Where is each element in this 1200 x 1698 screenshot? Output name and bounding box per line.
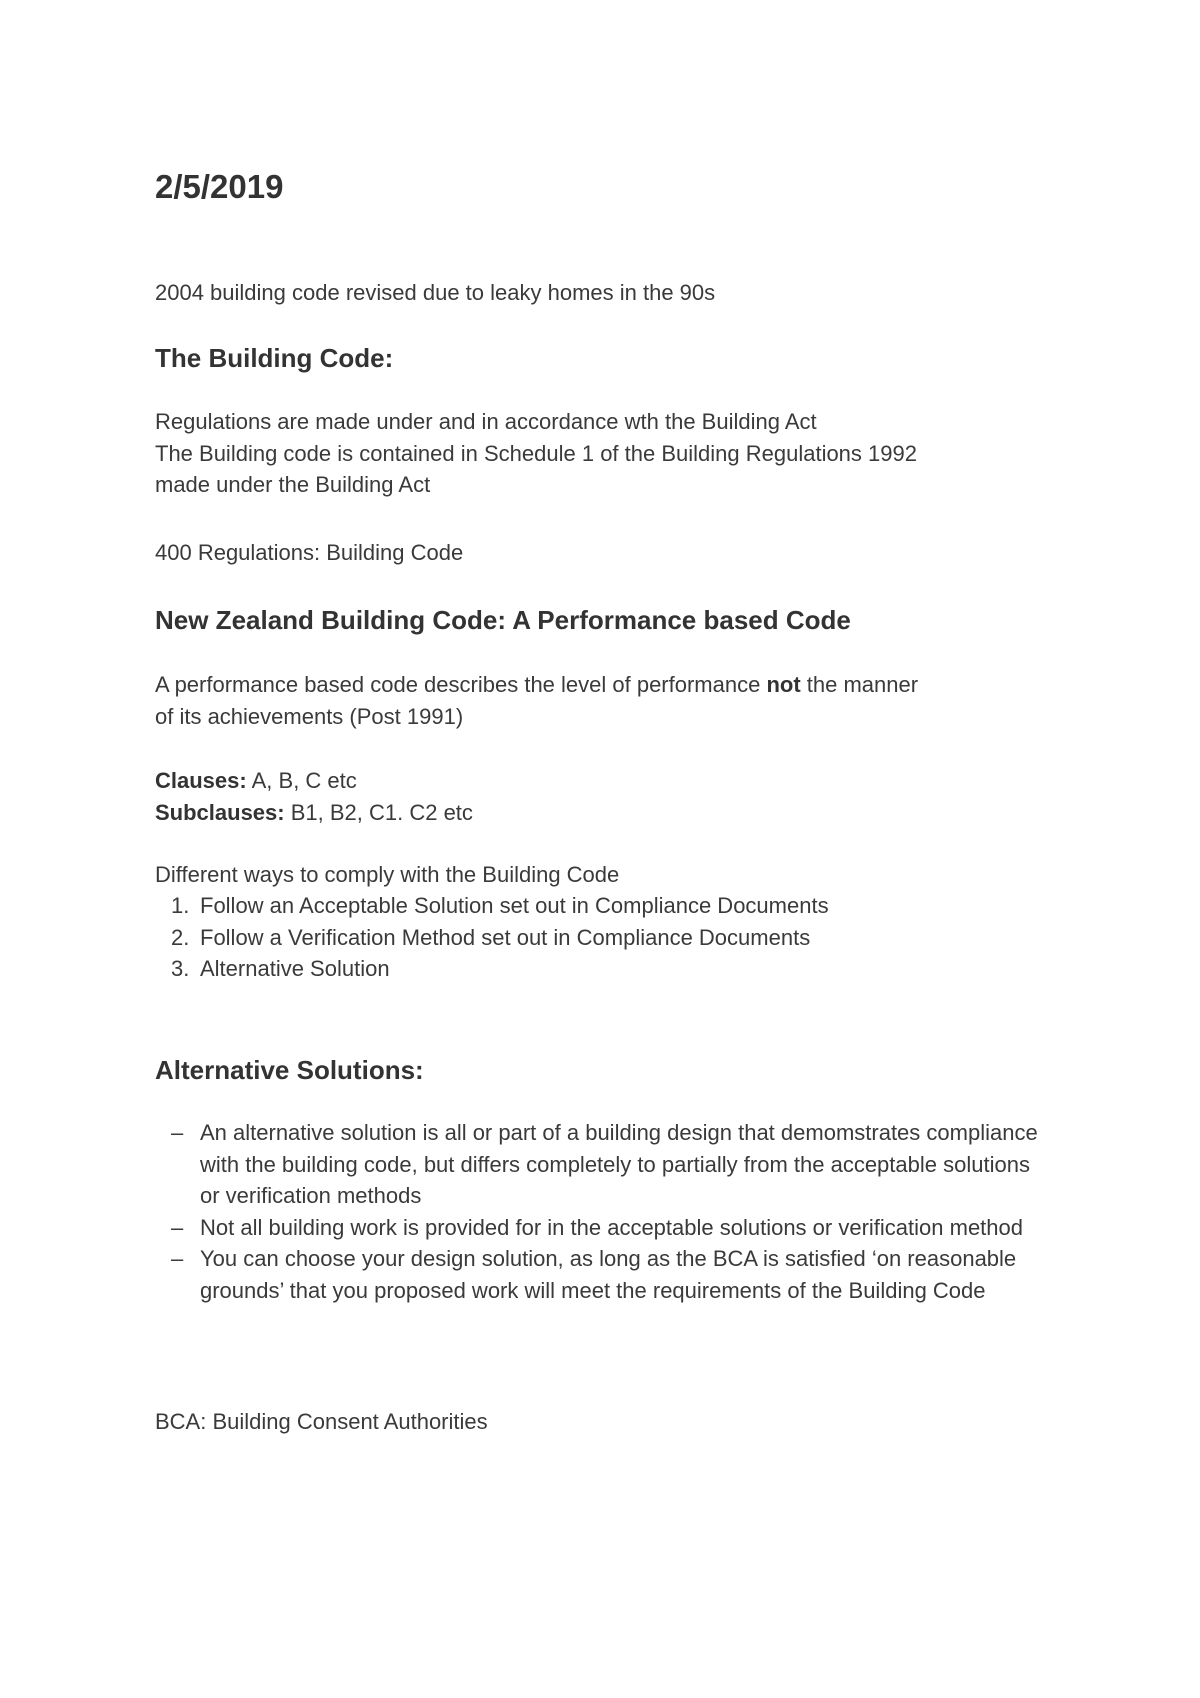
performance-text-c: the manner [800,672,919,697]
page-title: 2/5/2019 [155,168,284,205]
list-item-text: An alternative solution is all or part of a building design that demomstrates compliance with the building code, but differs completely to partially from the acceptable solutions or verification methods [200,1120,1038,1208]
list-item [155,1117,1055,1212]
regulations-count: 400 Regulations: Building Code [155,540,464,565]
performance-description [155,669,918,732]
list-item [155,890,829,922]
regulations-text [155,406,917,501]
list-item-number: 1. [171,893,190,918]
performance-text-d: of its achievements (Post 1991) [155,703,464,729]
list-item [155,953,829,985]
list-item-text: You can choose your design solution, as long as the BCA is satisfied ‘on reasonable grounds’ that you proposed work will meet the requirements of the Building Code [200,1246,1017,1303]
list-item [155,1243,1055,1306]
regulations-line-3: made under the Building Act [155,472,431,497]
clauses-value: A, B, C etc [246,768,357,793]
regulations-line-2: The Building code is contained in Schedule 1 of the Building Regulations 1992 [155,440,917,466]
comply-ways-intro: Different ways to comply with the Building Code [155,862,620,887]
intro-text: 2004 building code revised due to leaky homes in the 90s [155,280,716,305]
list-item-number: 2. [171,924,190,950]
clauses-label: Clauses: [155,768,247,793]
dash-bullet-icon: – [171,1214,184,1240]
dash-bullet-icon: – [171,1246,184,1271]
list-item-text: Not all building work is provided for in the acceptable solutions or verification method [200,1214,1023,1240]
list-item [155,922,829,954]
subclauses-label: Subclauses: [155,799,285,825]
performance-emphasis: not [766,672,801,697]
list-item-text: Follow an Acceptable Solution set out in Compliance Documents [200,893,829,918]
comply-ways-list [155,890,829,985]
subclauses-value: B1, B2, C1. C2 etc [284,799,473,825]
alternative-solutions-list [155,1117,1055,1306]
list-item [155,1212,1055,1244]
list-item-text: Follow a Verification Method set out in Compliance Documents [200,924,811,950]
regulations-line-1: Regulations are made under and in accordance wth the Building Act [155,409,817,434]
section-heading-alternative-solutions: Alternative Solutions: [155,1055,424,1085]
dash-bullet-icon: – [171,1120,184,1145]
list-item-text: Alternative Solution [200,956,390,981]
list-item-number: 3. [171,956,190,981]
section-heading-building-code: The Building Code: [155,343,394,373]
section-heading-performance-code: New Zealand Building Code: A Performance based Code [155,605,851,635]
clauses-block [155,765,473,828]
footer-note: BCA: Building Consent Authorities [155,1409,488,1434]
performance-text-a: A performance based code describes the level of performance [155,672,767,697]
